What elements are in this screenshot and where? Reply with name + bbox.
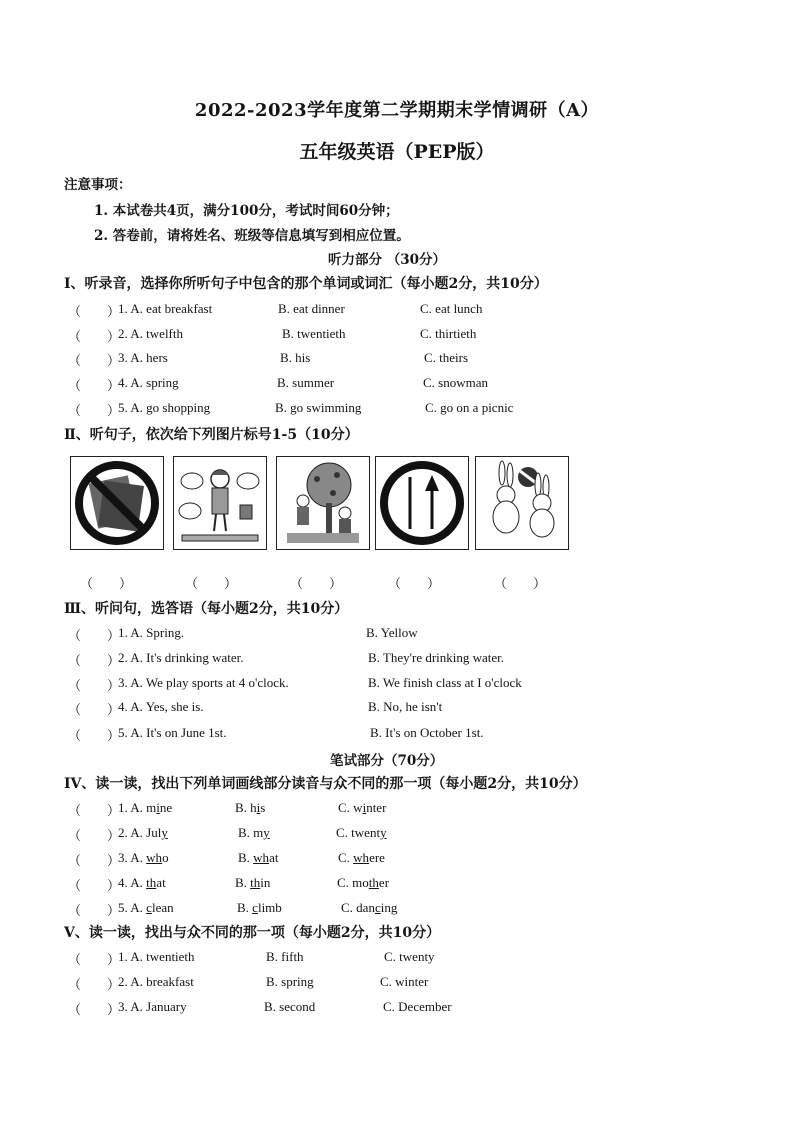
option-c: C. eat lunch (420, 301, 483, 316)
option-a: 5. A. clean (118, 900, 174, 915)
written-part-title: 笔试部分（70分） (330, 753, 444, 769)
answer-blank[interactable]: （ ） (68, 977, 121, 992)
answer-blank[interactable]: （ ） (68, 628, 121, 643)
exam-subtitle: 五年级英语（PEP版） (299, 141, 495, 163)
option-a: 5. A. It's on June 1st. (118, 725, 227, 740)
option-b: B. spring (266, 974, 314, 989)
option-a: 4. A. that (118, 875, 166, 890)
option-b: B. what (238, 850, 279, 865)
option-b: B. climb (237, 900, 282, 915)
option-b: B. summer (277, 375, 335, 390)
answer-blank[interactable]: （ ） (68, 403, 121, 418)
option-b: B. We finish class at I o'clock (368, 675, 522, 690)
option-b: B. his (235, 800, 266, 815)
option-c: C. mother (337, 875, 390, 890)
answer-blank[interactable]: （ ） (68, 952, 121, 967)
answer-blank[interactable]: （ ） (68, 878, 121, 893)
answer-blank[interactable]: （ ） (68, 803, 121, 818)
option-c: C. twenty (384, 949, 435, 964)
option-a: 1. A. mine (118, 800, 173, 815)
notice-heading: 注意事项： (64, 177, 132, 193)
answer-blank[interactable]: （ ） (68, 678, 121, 693)
two-rabbits-with-ball-icon (475, 456, 569, 550)
option-b: B. my (238, 825, 270, 840)
section-1-heading: I、听录音，选择你所听句子中包含的那个单词或词汇（每小题2分，共10分） (64, 276, 548, 292)
option-a: 2. A. breakfast (118, 974, 194, 989)
option-a: 2. A. It's drinking water. (118, 650, 244, 665)
option-a: 1. A. twentieth (118, 949, 195, 964)
option-b: B. go swimming (275, 400, 362, 415)
option-b: B. twentieth (282, 326, 346, 341)
picture-answer-blank[interactable]: （ ） (80, 576, 133, 591)
answer-blank[interactable]: （ ） (68, 903, 121, 918)
one-way-arrow-sign-icon (375, 456, 469, 550)
option-c: C. December (383, 999, 452, 1014)
option-c: C. snowman (423, 375, 488, 390)
answer-blank[interactable]: （ ） (68, 329, 121, 344)
option-a: 2. A. July (118, 825, 168, 840)
option-c: C. where (338, 850, 385, 865)
option-c: C. dancing (341, 900, 398, 915)
option-a: 5. A. go shopping (118, 400, 211, 415)
answer-blank[interactable]: （ ） (68, 1002, 121, 1017)
listening-part-title: 听力部分 （30分） (328, 252, 446, 268)
picture-answer-blank[interactable]: （ ） (388, 576, 441, 591)
option-b: B. No, he isn't (368, 699, 443, 714)
option-b: B. eat dinner (278, 301, 345, 316)
option-b: B. It's on October 1st. (370, 725, 484, 740)
answer-blank[interactable]: （ ） (68, 353, 121, 368)
picture-answer-blank[interactable]: （ ） (494, 576, 547, 591)
section-2-heading: Ⅱ、听句子，依次给下列图片标号1-5（10分） (64, 427, 359, 443)
option-b: B. his (280, 350, 311, 365)
exam-title: 2022-2023学年度第二学期期末学情调研（A） (194, 100, 600, 121)
option-c: C. twenty (336, 825, 387, 840)
option-c: C. winter (380, 974, 429, 989)
option-a: 1. A. Spring. (118, 625, 185, 640)
answer-blank[interactable]: （ ） (68, 702, 121, 717)
answer-blank[interactable]: （ ） (68, 728, 121, 743)
picture-answer-blank[interactable]: （ ） (290, 576, 343, 591)
notice-item: 1. 本试卷共4页，满分100分，考试时间60分钟； (94, 203, 399, 219)
option-a: 3. A. hers (118, 350, 168, 365)
option-a: 4. A. spring (118, 375, 179, 390)
answer-blank[interactable]: （ ） (68, 304, 121, 319)
option-a: 2. A. twelfth (118, 326, 183, 341)
answer-blank[interactable]: （ ） (68, 378, 121, 393)
option-b: B. second (264, 999, 316, 1014)
section-4-heading: IV、读一读，找出下列单词画线部分读音与众不同的那一项（每小题2分，共10分） (64, 776, 587, 792)
section-5-heading: V、读一读，找出与众不同的那一项（每小题2分，共10分） (64, 925, 441, 941)
answer-blank[interactable]: （ ） (68, 828, 121, 843)
option-a: 3. A. January (118, 999, 187, 1014)
option-a: 1. A. eat breakfast (118, 301, 213, 316)
option-c: C. thirtieth (420, 326, 477, 341)
option-b: B. fifth (266, 949, 304, 964)
answer-blank[interactable]: （ ） (68, 853, 121, 868)
section-3-heading: Ⅲ、听问句，选答语（每小题2分，共10分） (64, 601, 349, 617)
no-reading-sign-icon (70, 456, 164, 550)
option-c: C. winter (338, 800, 387, 815)
option-a: 3. A. We play sports at 4 o'clock. (118, 675, 289, 690)
girl-with-recycling-icon (173, 456, 267, 550)
children-under-tree-icon (276, 456, 370, 550)
option-b: B. They're drinking water. (368, 650, 505, 665)
option-a: 3. A. who (118, 850, 169, 865)
notice-item: 2. 答卷前，请将姓名、班级等信息填写到相应位置。 (94, 228, 410, 244)
picture-answer-blank[interactable]: （ ） (185, 576, 238, 591)
option-c: C. theirs (424, 350, 469, 365)
option-a: 4. A. Yes, she is. (118, 699, 204, 714)
option-c: C. go on a picnic (425, 400, 514, 415)
option-b: B. Yellow (366, 625, 418, 640)
answer-blank[interactable]: （ ） (68, 653, 121, 668)
option-b: B. thin (235, 875, 271, 890)
